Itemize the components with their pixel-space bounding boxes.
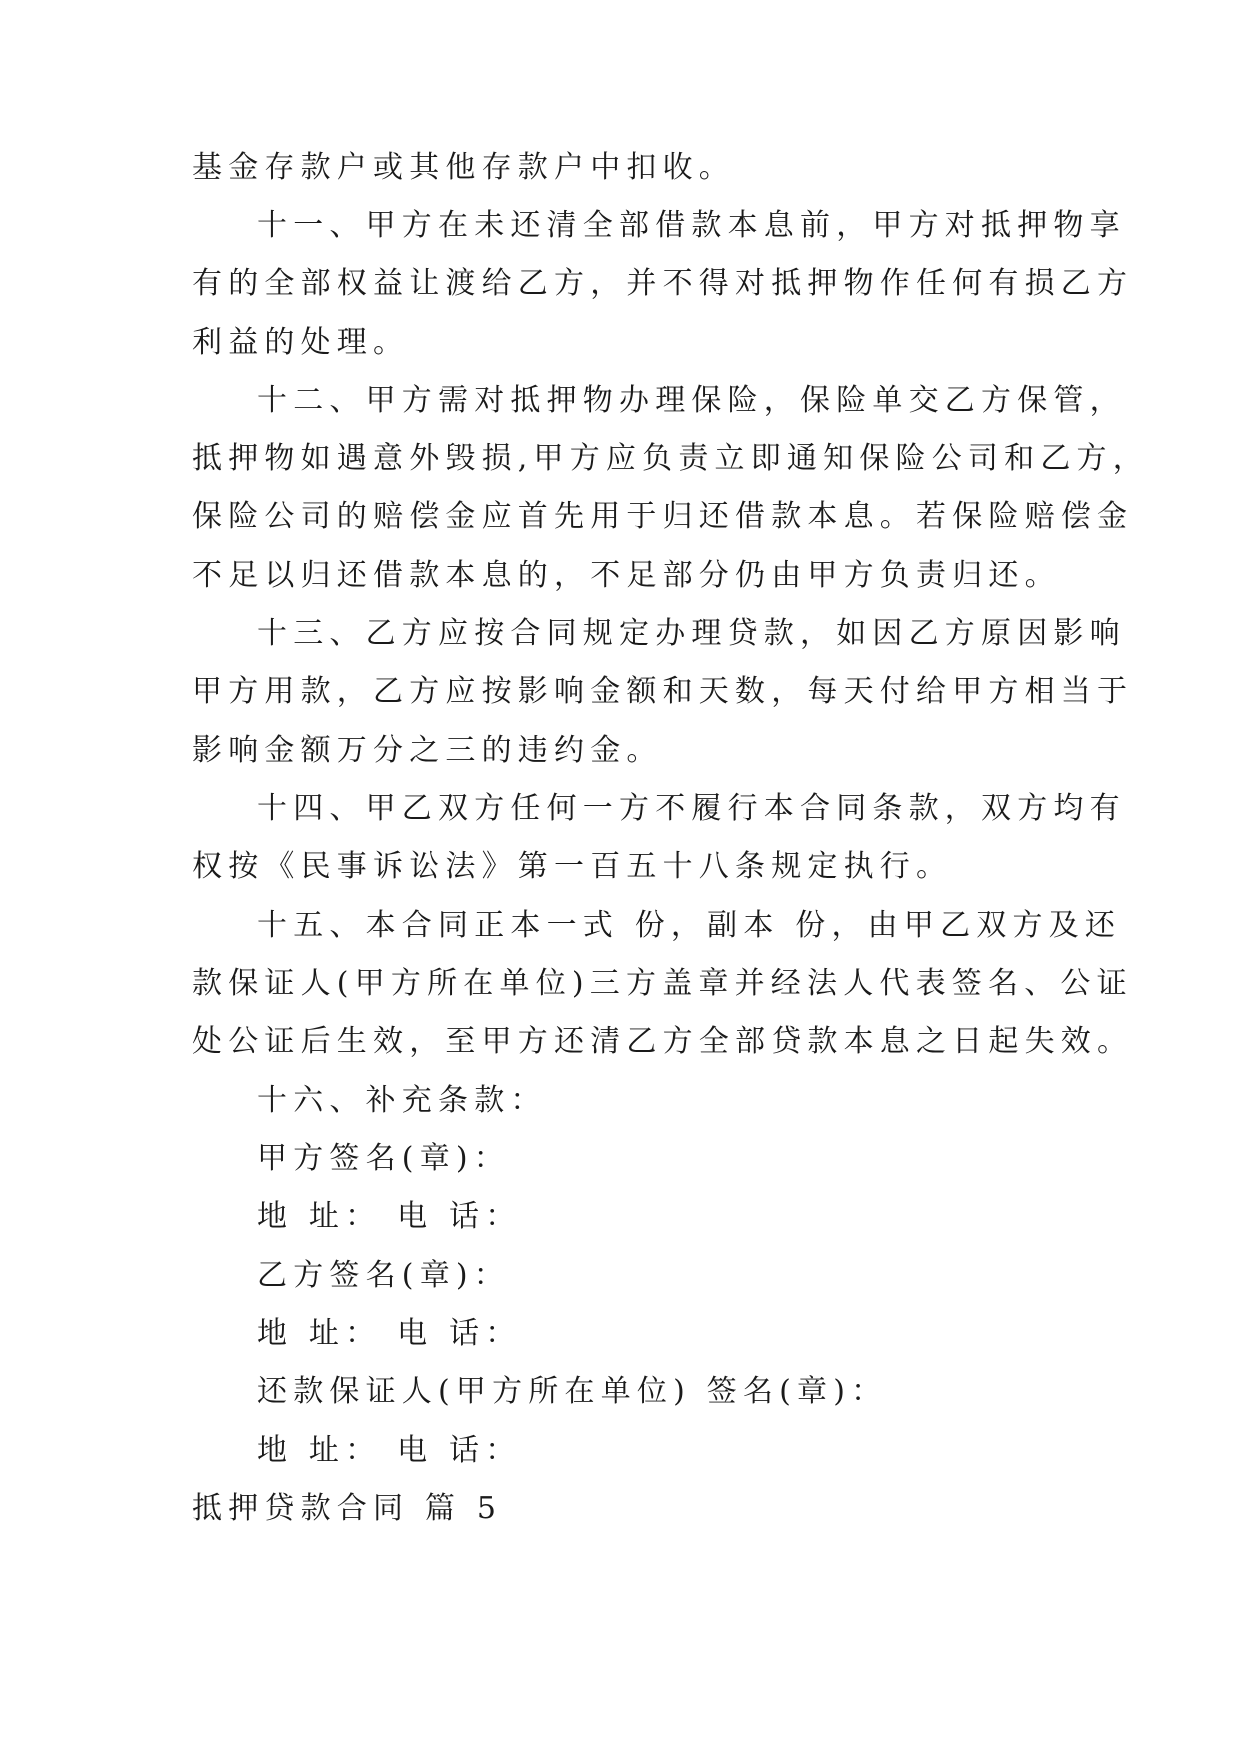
address-phone-line: 地 址： 电 话： — [257, 1199, 522, 1234]
paragraph-line: 甲方用款，乙方应按影响金额和天数，每天付给甲方相当于 — [192, 674, 1134, 709]
signature-line: 还款保证人(甲方所在单位) 签名(章)： — [257, 1374, 888, 1409]
paragraph-line: 处公证后生效，至甲方还清乙方全部贷款本息之日起失效。 — [192, 1024, 1134, 1059]
section-heading: 抵押贷款合同 篇 5 — [192, 1491, 503, 1526]
signature-line: 乙方签名(章)： — [257, 1258, 511, 1293]
address-phone-line: 地 址： 电 话： — [257, 1433, 522, 1468]
paragraph-line: 十六、补充条款： — [257, 1083, 547, 1118]
paragraph-line: 抵押物如遇意外毁损,甲方应负责立即通知保险公司和乙方， — [192, 441, 1149, 476]
paragraph-line: 十五、本合同正本一式 份，副本 份，由甲乙双方及还 — [257, 908, 1122, 943]
paragraph-line: 十一、甲方在未还清全部借款本息前，甲方对抵押物享 — [257, 208, 1126, 243]
signature-line: 甲方签名(章)： — [257, 1141, 511, 1176]
address-phone-line: 地 址： 电 话： — [257, 1316, 522, 1351]
paragraph-line: 利益的处理。 — [192, 325, 410, 360]
paragraph-line: 款保证人(甲方所在单位)三方盖章并经法人代表签名、公证 — [192, 966, 1133, 1001]
paragraph-line: 影响金额万分之三的违约金。 — [192, 733, 663, 768]
paragraph-line: 十二、甲方需对抵押物办理保险，保险单交乙方保管， — [257, 383, 1126, 418]
paragraph-line: 不足以归还借款本息的，不足部分仍由甲方负责归还。 — [192, 558, 1061, 593]
paragraph-line: 权按《民事诉讼法》第一百五十八条规定执行。 — [192, 849, 953, 884]
paragraph-line: 十四、甲乙双方任何一方不履行本合同条款，双方均有 — [257, 791, 1126, 826]
paragraph-line: 有的全部权益让渡给乙方，并不得对抵押物作任何有损乙方 — [192, 266, 1134, 301]
paragraph-line: 基金存款户或其他存款户中扣收。 — [192, 150, 735, 185]
paragraph-line: 保险公司的赔偿金应首先用于归还借款本息。若保险赔偿金 — [192, 499, 1134, 534]
paragraph-line: 十三、乙方应按合同规定办理贷款，如因乙方原因影响 — [257, 616, 1126, 651]
